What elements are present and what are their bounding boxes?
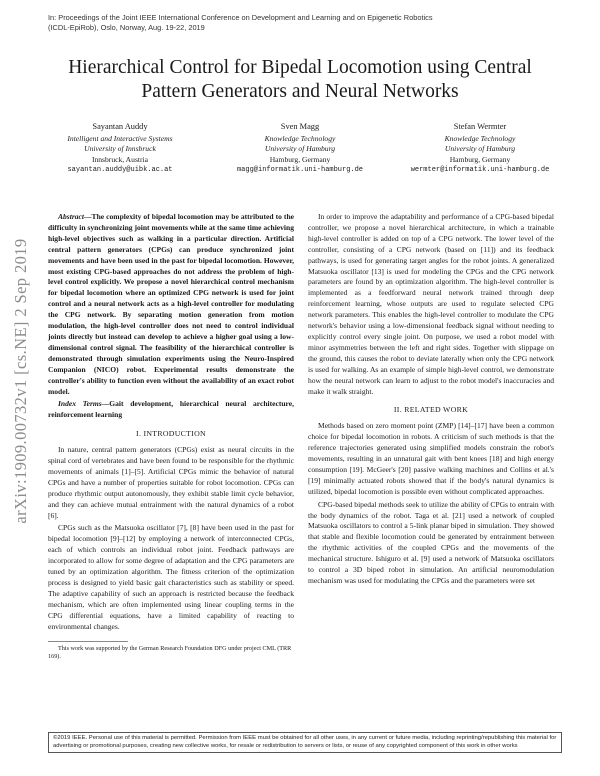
footnote: This work was supported by the German Research Foundation DFG under project CML (TRR 169). — [48, 644, 292, 660]
author-affiliation: Knowledge Technology — [444, 134, 516, 144]
arxiv-identifier: arXiv:1909.00732v1 [cs.NE] 2 Sep 2019 — [11, 238, 30, 524]
author-institution: University of Hamburg — [444, 144, 516, 154]
author-location: Innsbruck, Austria — [91, 154, 149, 164]
right-column — [308, 212, 554, 589]
author-email[interactable]: sayantan.auddy@uibk.ac.at — [67, 165, 173, 174]
author-3 — [400, 122, 560, 175]
author-name: Sayantan Auddy — [92, 122, 148, 131]
paragraph: CPGs such as the Matsuoka oscillator [7], [8] have been used in the past for bipedal locomotion [9]–[12] by employing a network of interconnected CPGs, each of which controls an individual robot joint. Feedback pathways are incorporated to allow for some degree of adaptation and the CPG parameters are tuned by an optimization algorithm. The fitness criterion of the optimization process is designed to yield basic gait characteristics such as stability or speed. The adaptive capability of such an approach is restricted because the feedback mechanism, which are often implemented using linear coupling terms in the CPG differential equations, have a limited capability of reacting to environmental changes. — [48, 523, 294, 631]
left-column — [48, 212, 294, 661]
author-location: Hamburg, Germany — [449, 154, 511, 164]
author-name: Stefan Wermter — [453, 122, 507, 131]
author-affiliation: Knowledge Technology — [264, 134, 336, 144]
author-1 — [40, 122, 200, 175]
author-location: Hamburg, Germany — [269, 154, 331, 164]
author-2 — [220, 122, 380, 175]
index-terms-text: —Gait development, hierarchical neural architecture, reinforcement learning — [48, 399, 294, 420]
venue-line-2: (ICDL-EpiRob), Oslo, Norway, Aug. 19-22, 2019 — [48, 22, 205, 32]
author-institution: University of Hamburg — [264, 144, 336, 154]
section-heading-related-work: II. RELATED WORK — [393, 405, 469, 415]
abstract-label: Abstract — [58, 212, 84, 221]
index-terms-label: Index Terms — [58, 399, 102, 409]
author-block — [40, 122, 560, 175]
paper-title: Hierarchical Control for Bipedal Locomotion using Central Pattern Generators and Neural Networks — [68, 57, 532, 102]
abstract-text: —The complexity of bipedal locomotion may be attributed to the difficulty in synchronizing joint movements while at the same time achieving high-level objectives such as walking in a particular direction. Artificial central pattern generators (CPGs) can produce synchronized joint movements and have been used in the past for bipedal locomotion. However, most existing CPG-based approaches do not address the problem of high-level control explicitly. We propose a novel hierarchical control mechanism for bipedal locomotion where an optimized CPG network is used for joint control and a neural network acts as a high-level controller for modulating the CPG network. By separating motion generation from motion modulation, the high-level controller does not need to control individual joints directly but instead can develop to achieve a higher goal using a low-dimensional control signal. The feasibility of the hierarchical controller is demonstrated through simulation experiments using the Neuro-Inspired Companion (NICO) robot. Experimental results demonstrate the controller's ability to function even without the availability of an exact robot model. — [48, 212, 294, 396]
paragraph: In nature, central pattern generators (CPGs) exist as neural circuits in the spinal cord of vertebrates and have been found to be responsible for the rhythmic movements of animals [1]–[5]. Artificial CPGs mimic the behavior of natural CPGs and have a number of properties suitable for robot locomotion. CPGs can produce rhythmic output autonomously, they exhibit stable limit cycle behavior, and they can achieve mutual entrainment with the natural dynamics of a robot [6]. — [48, 445, 294, 520]
author-affiliation: Intelligent and Interactive Systems — [67, 134, 173, 144]
paragraph: CPG-based bipedal methods seek to utilize the ability of CPGs to entrain with the body dynamics of the robot. Taga et al. [21] used a network of coupled Matsuoka oscillators to control a 5-link planar biped in simulation. They showed that stable and flexible locomotion could be generated by entrainment between the rhythmic activities of the coupled CPGs and the movements of the mechanical structure. Ishiguro et al. [9] used a network of Matsuoka oscillators to control a 3D biped robot in simulation. An artificial neuromodulation mechanism was used for modulating the CPGs and the parameters were set — [308, 499, 554, 585]
copyright-notice: ©2019 IEEE. Personal use of this material is permitted. Permission from IEEE must be obtained for all other uses, in any current or future media, including reprinting/republishing this material for advertising or promotional purposes, creating new collective works, for resale or redistribution to servers or lists, or reuse of any copyrighted component of this work in other works — [48, 732, 562, 753]
arxiv-stamp — [4, 216, 38, 546]
author-institution: University of Innsbruck — [84, 144, 156, 154]
author-email[interactable]: magg@informatik.uni-hamburg.de — [236, 165, 364, 174]
section-heading-introduction: I. INTRODUCTION — [136, 429, 206, 439]
paragraph: In order to improve the adaptability and performance of a CPG-based bipedal controller, we propose a novel hierarchical architecture, in which a trainable high-level controller is added on top of a CPG network. The lower level of the controller, consisting of a CPG network (based on [11]) and its feedback pathways, is used for generating target angles for the robot joints. A generalized Matsuoka oscillator [13] is used for modeling the CPGs and the CPG network parameters are found by an optimization algorithm. The high-level controller is implemented as a feedforward neural network trained through deep reinforcement learning, whose outputs are used to regulate selected CPG network parameters. This enables the high-level controller to modulate the CPG network's behavior using a low-dimensional feedback signal without needing to explicitly control every single joint. On purpose, we used a robot model with minor asymmetries between the left and right sides. Together with slippage on the ground, this causes the robot to deviate laterally when only the CPG network is used for walking. As an example of simple high-level control, we demonstrate how the neural network can learn to adjust to the robot model's inaccuracies and make it walk straight. — [308, 212, 554, 396]
footnote-rule — [48, 641, 128, 642]
venue-header — [48, 13, 468, 32]
author-email[interactable]: wermter@informatik.uni-hamburg.de — [410, 165, 550, 174]
author-name: Sven Magg — [280, 122, 320, 131]
paragraph: Methods based on zero moment point (ZMP) [14]–[17] have been a common choice for bipedal locomotion in robots. A criticism of such methods is that the reference trajectories generated using simplified models constrain the robot's movements, resulting in an unnatural gait with bent knees [18] and high energy consumption [19]. McGeer's [20] passive walking machines and Collins et al.'s [19] minimally actuated robots showed that if the body's natural dynamics is utilized, bipedal locomotion is possible even without complicated approaches. — [308, 421, 554, 496]
venue-line-1: In: Proceedings of the Joint IEEE International Conference on Development and Learning and on Epigenetic Robotics — [48, 13, 433, 22]
abstract — [48, 212, 294, 421]
